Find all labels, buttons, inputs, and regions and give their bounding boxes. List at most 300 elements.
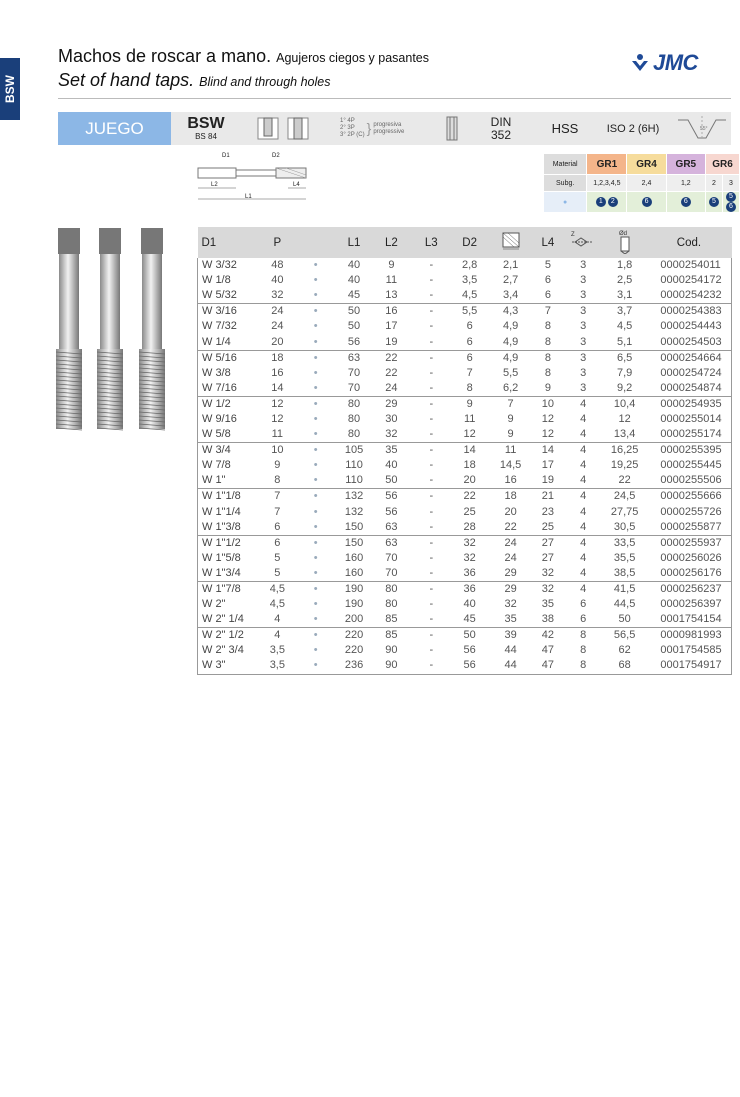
cell-l3: - — [429, 289, 434, 302]
cell-d1: W 1"1/4 — [198, 505, 261, 520]
cell-l2: 56 — [385, 505, 398, 518]
cell-l3: - — [412, 489, 450, 505]
col-l4: L4 — [532, 227, 563, 258]
cell-l4: 6 — [544, 289, 551, 302]
table-row — [198, 273, 732, 288]
table-row — [198, 288, 732, 304]
title-es-main: Machos de roscar a mano. — [58, 46, 272, 66]
cell-code: 0001754585 — [646, 643, 731, 658]
cell-l2: 80 — [385, 598, 398, 611]
side-tab — [0, 58, 20, 120]
cell-l1: 105 — [337, 443, 370, 459]
cell-d2: 3,5 — [462, 274, 478, 287]
cell-square: 2,1 — [502, 259, 519, 272]
cell-z: 4 — [563, 396, 602, 412]
cell-l3: - — [429, 274, 434, 287]
cell-p: 40 — [271, 274, 284, 287]
square-drive-icon — [500, 231, 522, 251]
cell-l2: 90 — [385, 659, 398, 672]
cell-code: 0000255395 — [646, 443, 731, 459]
cell-l3: - — [429, 520, 434, 533]
cell-l2: 90 — [385, 644, 398, 657]
cell-d1: W 1"5/8 — [198, 551, 261, 566]
drop-icon: ● — [563, 198, 568, 206]
cell-square: 9 — [507, 412, 514, 425]
cell-l2: 56 — [371, 489, 412, 505]
cell-square: 35 — [504, 613, 517, 626]
table-row — [198, 412, 732, 427]
cell-d1: W 1" — [198, 473, 261, 489]
cell-l3: - — [429, 598, 434, 611]
cell-code: 0001754154 — [646, 612, 731, 628]
col-l1: L1 — [337, 227, 370, 258]
cell-l4: 25 — [541, 520, 555, 533]
cell-square: 4,9 — [502, 335, 519, 348]
cell-l1: 110 — [345, 459, 363, 472]
cell-square: 24 — [504, 551, 517, 564]
cell-l1: 160 — [344, 566, 364, 579]
tolerance-iso: ISO 2 (6H) — [606, 122, 660, 135]
cell-l2: 32 — [385, 428, 398, 441]
thread-profile-icon — [676, 114, 728, 143]
cell-l2: 85 — [371, 628, 412, 644]
logo-mark-icon — [630, 53, 650, 73]
cell-drill: 44,5 — [613, 598, 636, 611]
cell-z: 4 — [580, 412, 587, 425]
cell-square: 44 — [504, 644, 517, 657]
cell-l4: 9 — [544, 381, 551, 394]
title-en — [58, 70, 330, 91]
cell-d2: 7 — [466, 366, 473, 379]
cell-l4: 8 — [544, 335, 551, 348]
cell-l4: 32 — [541, 566, 555, 579]
cell-drill: 16,25 — [603, 443, 647, 459]
rating-gr6a — [706, 192, 723, 213]
table-row — [198, 396, 732, 412]
cell-drill: 3,1 — [616, 289, 633, 302]
table-row — [198, 566, 732, 582]
table-row — [198, 612, 732, 628]
cell-square: 29 — [489, 581, 533, 597]
cell-code: 0000255666 — [646, 489, 731, 505]
cell-d2: 9 — [450, 396, 488, 412]
cell-d2: 2,8 — [462, 259, 478, 272]
cell-dot: • — [313, 566, 318, 579]
cell-d1: W 3" — [198, 658, 261, 674]
group-gr1: GR1 — [587, 154, 627, 175]
cell-z: 3 — [580, 274, 587, 287]
cell-d1: W 1"1/8 — [198, 489, 261, 505]
cell-code: 0000255445 — [646, 458, 731, 473]
spec-bar — [58, 112, 731, 145]
cell-code: 0000256026 — [646, 551, 731, 566]
table-row — [198, 350, 732, 366]
dim-label-l4: L4 — [293, 182, 300, 188]
cell-p: 18 — [261, 350, 294, 366]
cell-dot: • — [294, 489, 338, 505]
cell-dot: • — [294, 628, 338, 644]
cell-l3: - — [429, 566, 434, 579]
cell-l3: - — [429, 428, 434, 441]
cell-z: 8 — [580, 644, 587, 657]
standard-code: BSW — [187, 115, 225, 132]
cell-d2: 56 — [463, 644, 476, 657]
material-groups-table — [543, 153, 740, 213]
cell-dot: • — [313, 659, 318, 672]
logo-text: JMC — [653, 50, 698, 75]
cell-z: 3 — [580, 320, 587, 333]
cell-l2: 30 — [385, 412, 398, 425]
table-header-row — [198, 227, 732, 258]
cell-code: 0000254724 — [646, 366, 731, 381]
table-row — [198, 505, 732, 520]
straight-flute-icon — [440, 115, 464, 142]
cell-code: 0000255877 — [646, 520, 731, 536]
cell-dot: • — [294, 396, 338, 412]
rating-icon: 5 — [709, 197, 719, 207]
dim-label-d1: D1 — [222, 153, 230, 159]
cell-l4: 14 — [532, 443, 563, 459]
cell-dot: • — [294, 350, 338, 366]
cell-z: 3 — [580, 381, 587, 394]
cell-l2: 9 — [388, 259, 395, 272]
cell-dot: • — [313, 412, 318, 425]
table-row — [198, 366, 732, 381]
cell-l2: 70 — [385, 566, 398, 579]
subgroup-gr4: 2,4 — [627, 175, 666, 192]
col-code: Cod. — [646, 227, 731, 258]
cell-d1: W 7/32 — [198, 319, 261, 334]
col-square — [489, 227, 533, 258]
tap-3 — [139, 228, 165, 429]
brace-icon: } — [366, 120, 372, 136]
cell-l3: - — [429, 381, 434, 394]
cell-square: 4,3 — [489, 304, 533, 320]
cell-d1: W 5/8 — [198, 427, 261, 443]
cell-l1: 63 — [337, 350, 370, 366]
cell-l4: 23 — [541, 505, 555, 518]
cell-d1: W 3/4 — [198, 443, 261, 459]
progressive-labels — [373, 122, 404, 136]
cell-l1: 132 — [337, 489, 370, 505]
cell-l3: - — [412, 535, 450, 551]
group-gr5: GR5 — [666, 154, 705, 175]
cell-square: 9 — [507, 428, 514, 441]
cell-dot: • — [313, 428, 318, 441]
cell-l3: - — [429, 613, 434, 626]
title-divider — [58, 98, 731, 99]
table-row — [198, 643, 732, 658]
cell-l3: - — [429, 659, 434, 672]
cell-d1: W 1/4 — [198, 334, 261, 350]
cell-p: 4 — [274, 613, 281, 626]
cell-l4: 32 — [532, 581, 563, 597]
cell-l1: 80 — [347, 428, 361, 441]
cell-d1: W 1"1/2 — [198, 535, 261, 551]
standard-label — [176, 112, 236, 145]
cell-p: 12 — [261, 396, 294, 412]
cell-p: 12 — [271, 412, 284, 425]
cell-dot: • — [313, 335, 318, 348]
table-row — [198, 489, 732, 505]
table-row — [198, 443, 732, 459]
cell-p: 24 — [261, 304, 294, 320]
cell-p: 7 — [261, 489, 294, 505]
cell-code: 0000255937 — [646, 535, 731, 551]
dim-label-l2: L2 — [211, 182, 218, 188]
cell-l2: 11 — [385, 274, 398, 287]
cell-z: 4 — [580, 566, 587, 579]
cell-l3: - — [429, 335, 434, 348]
cell-dot: • — [294, 535, 338, 551]
cell-z: 4 — [580, 505, 587, 518]
cell-square: 32 — [504, 598, 517, 611]
cell-square: 6,2 — [502, 381, 519, 394]
cell-d2: 4,5 — [462, 289, 478, 302]
cell-l1: 110 — [345, 474, 363, 487]
cell-d2: 12 — [463, 428, 476, 441]
material-label: Material — [544, 154, 587, 175]
cell-dot: • — [294, 443, 338, 459]
cell-p: 6 — [261, 535, 294, 551]
cell-code: 0000256397 — [646, 597, 731, 612]
cell-d1: W 3/8 — [198, 366, 261, 381]
cell-dot: • — [313, 520, 318, 533]
cell-l1: 56 — [347, 335, 361, 348]
cell-l1: 50 — [347, 320, 361, 333]
specs-table-body — [198, 258, 732, 674]
cell-l4: 7 — [532, 304, 563, 320]
cell-code: 0000254443 — [646, 319, 731, 334]
cell-l1: 236 — [344, 659, 364, 672]
cell-drill: 9,2 — [616, 381, 633, 394]
tap-set-image — [55, 226, 170, 431]
cell-d2: 32 — [463, 551, 476, 564]
cell-square: 2,7 — [502, 274, 519, 287]
cell-d1: W 1/2 — [198, 396, 261, 412]
blind-through-hole-icon — [254, 115, 314, 142]
cell-p: 3,5 — [269, 644, 285, 657]
cell-l1: 45 — [347, 289, 361, 302]
cell-z: 8 — [563, 628, 602, 644]
cell-l4: 8 — [532, 350, 563, 366]
cell-square: 11 — [489, 443, 533, 459]
cell-d2: 36 — [463, 566, 476, 579]
cell-z: 6 — [580, 598, 587, 611]
rating-icon: 1 — [596, 197, 606, 207]
cell-dot: • — [294, 581, 338, 597]
cell-l1: 190 — [344, 598, 364, 611]
subgroup-gr6a: 2 — [706, 175, 723, 192]
col-z — [563, 227, 602, 258]
cell-l3: - — [429, 259, 434, 272]
cell-dot: • — [313, 598, 318, 611]
cell-l3: - — [412, 581, 450, 597]
cell-code: 0000254232 — [646, 288, 731, 304]
cell-drill: 35,5 — [613, 551, 636, 564]
cell-l1: 220 — [344, 644, 364, 657]
cell-drill: 22 — [618, 474, 631, 487]
cell-l1: 80 — [337, 396, 370, 412]
dim-label-l1: L1 — [245, 194, 252, 200]
rating-icon: 2 — [608, 197, 618, 207]
col-blank — [294, 227, 338, 258]
cell-z: 4 — [580, 459, 587, 472]
cell-l2: 22 — [385, 366, 398, 379]
table-row — [198, 258, 732, 273]
cell-l3: - — [429, 459, 434, 472]
cell-code: 0000254874 — [646, 381, 731, 397]
cell-l1: 70 — [347, 366, 361, 379]
cell-d2: 22 — [450, 489, 488, 505]
cell-drill: 13,4 — [613, 428, 636, 441]
group-gr6: GR6 — [706, 154, 740, 175]
cell-drill: 10,4 — [603, 396, 647, 412]
cell-d1: W 2" 1/4 — [198, 612, 261, 628]
cell-p: 11 — [271, 428, 284, 441]
progressive-label-en: progressive — [373, 128, 405, 135]
cell-dot: • — [313, 551, 318, 564]
cell-dot: • — [313, 259, 318, 272]
table-row — [198, 319, 732, 334]
cell-d2: 8 — [466, 381, 473, 394]
cell-p: 4 — [261, 628, 294, 644]
col-drill-label: Ød — [618, 231, 627, 237]
title-es — [58, 46, 429, 67]
cell-l1: 40 — [347, 259, 361, 272]
cell-l1: 40 — [347, 274, 361, 287]
rating-icon: 6 — [681, 197, 691, 207]
cell-d2: 56 — [463, 659, 476, 672]
progressive-list — [340, 118, 365, 139]
cell-drill: 7,9 — [616, 366, 633, 379]
cell-l1: 150 — [337, 535, 370, 551]
cell-drill: 38,5 — [613, 566, 636, 579]
cell-dot: • — [313, 505, 318, 518]
col-l2: L2 — [371, 227, 412, 258]
coolant-cell — [544, 192, 587, 213]
cell-drill: 4,5 — [616, 320, 633, 333]
svg-text:55°: 55° — [700, 126, 708, 132]
cell-z: 4 — [563, 535, 602, 551]
din-number: 352 — [490, 127, 512, 142]
cell-d1: W 2" 3/4 — [198, 643, 261, 658]
cell-z: 3 — [580, 335, 587, 348]
cell-l4: 42 — [532, 628, 563, 644]
cell-code: 0000254172 — [646, 273, 731, 288]
cell-d2: 6 — [466, 335, 473, 348]
cell-l4: 8 — [544, 320, 551, 333]
material-hss: HSS — [551, 121, 579, 136]
cell-drill: 19,25 — [610, 459, 639, 472]
cell-l4: 35 — [541, 598, 555, 611]
table-row — [198, 304, 732, 320]
specs-table — [197, 227, 732, 675]
progressive-3: 3° 2P (C) — [340, 132, 365, 138]
cell-p: 4,5 — [261, 581, 294, 597]
table-row — [198, 334, 732, 350]
cell-d1: W 2" 1/2 — [198, 628, 261, 644]
cell-code: 0000255506 — [646, 473, 731, 489]
cell-l1: 132 — [344, 505, 364, 518]
cell-l3: - — [412, 628, 450, 644]
table-row — [198, 427, 732, 443]
cell-z: 8 — [580, 659, 587, 672]
cell-d2: 50 — [450, 628, 488, 644]
progressive-label-es: progresiva — [373, 121, 402, 128]
cell-l1: 160 — [344, 551, 364, 564]
cell-dot: • — [313, 613, 318, 626]
cell-z: 4 — [563, 581, 602, 597]
col-d2: D2 — [450, 227, 488, 258]
cell-l1: 70 — [347, 381, 361, 394]
cell-z: 4 — [580, 428, 587, 441]
cell-z: 4 — [580, 551, 587, 564]
table-row — [198, 628, 732, 644]
cell-code: 0000256237 — [646, 581, 731, 597]
cell-l1: 80 — [347, 412, 361, 425]
table-row — [198, 520, 732, 536]
col-z-label: Z — [571, 232, 575, 238]
dim-label-d2: D2 — [272, 153, 280, 159]
cell-l1: 150 — [344, 520, 364, 533]
cell-square: 5,5 — [502, 366, 519, 379]
cell-code: 0000255014 — [646, 412, 731, 427]
cell-d2: 11 — [463, 412, 476, 425]
cell-square: 16 — [504, 474, 517, 487]
cell-p: 4,5 — [269, 598, 285, 611]
cell-p: 3,5 — [269, 659, 285, 672]
cell-l4: 17 — [541, 459, 555, 472]
cell-square: 4,9 — [489, 350, 533, 366]
cell-d2: 18 — [463, 459, 476, 472]
cell-d2: 36 — [450, 581, 488, 597]
cell-l4: 5 — [544, 259, 551, 272]
subgroup-gr6b: 3 — [723, 175, 740, 192]
cell-l2: 40 — [385, 459, 398, 472]
table-row — [198, 535, 732, 551]
cell-code: 0000254011 — [646, 258, 731, 273]
subgroup-gr5: 1,2 — [666, 175, 705, 192]
cell-p: 10 — [261, 443, 294, 459]
cell-code: 0000254664 — [646, 350, 731, 366]
cell-l2: 70 — [385, 551, 398, 564]
cell-l2: 63 — [385, 520, 398, 533]
cell-d1: W 1"3/4 — [198, 566, 261, 582]
cell-dot: • — [313, 289, 318, 302]
rating-icon: 6 — [642, 197, 652, 207]
cell-drill: 6,5 — [603, 350, 647, 366]
subgroup-gr1: 1,2,3,4,5 — [587, 175, 627, 192]
cell-d1: W 3/16 — [198, 304, 261, 320]
progressive-set — [340, 112, 430, 145]
table-row — [198, 551, 732, 566]
cell-p: 5 — [274, 566, 281, 579]
flutes-rh-icon — [569, 228, 597, 254]
cell-dot: • — [313, 366, 318, 379]
cell-drill: 1,8 — [616, 259, 633, 272]
cell-z: 3 — [580, 289, 587, 302]
cell-p: 48 — [271, 259, 284, 272]
cell-l3: - — [412, 443, 450, 459]
cell-d2: 25 — [463, 505, 476, 518]
cell-l3: - — [429, 412, 434, 425]
cell-z: 4 — [563, 489, 602, 505]
cell-l2: 80 — [371, 581, 412, 597]
table-row — [198, 473, 732, 489]
cell-p: 7 — [274, 505, 281, 518]
cell-l3: - — [412, 350, 450, 366]
